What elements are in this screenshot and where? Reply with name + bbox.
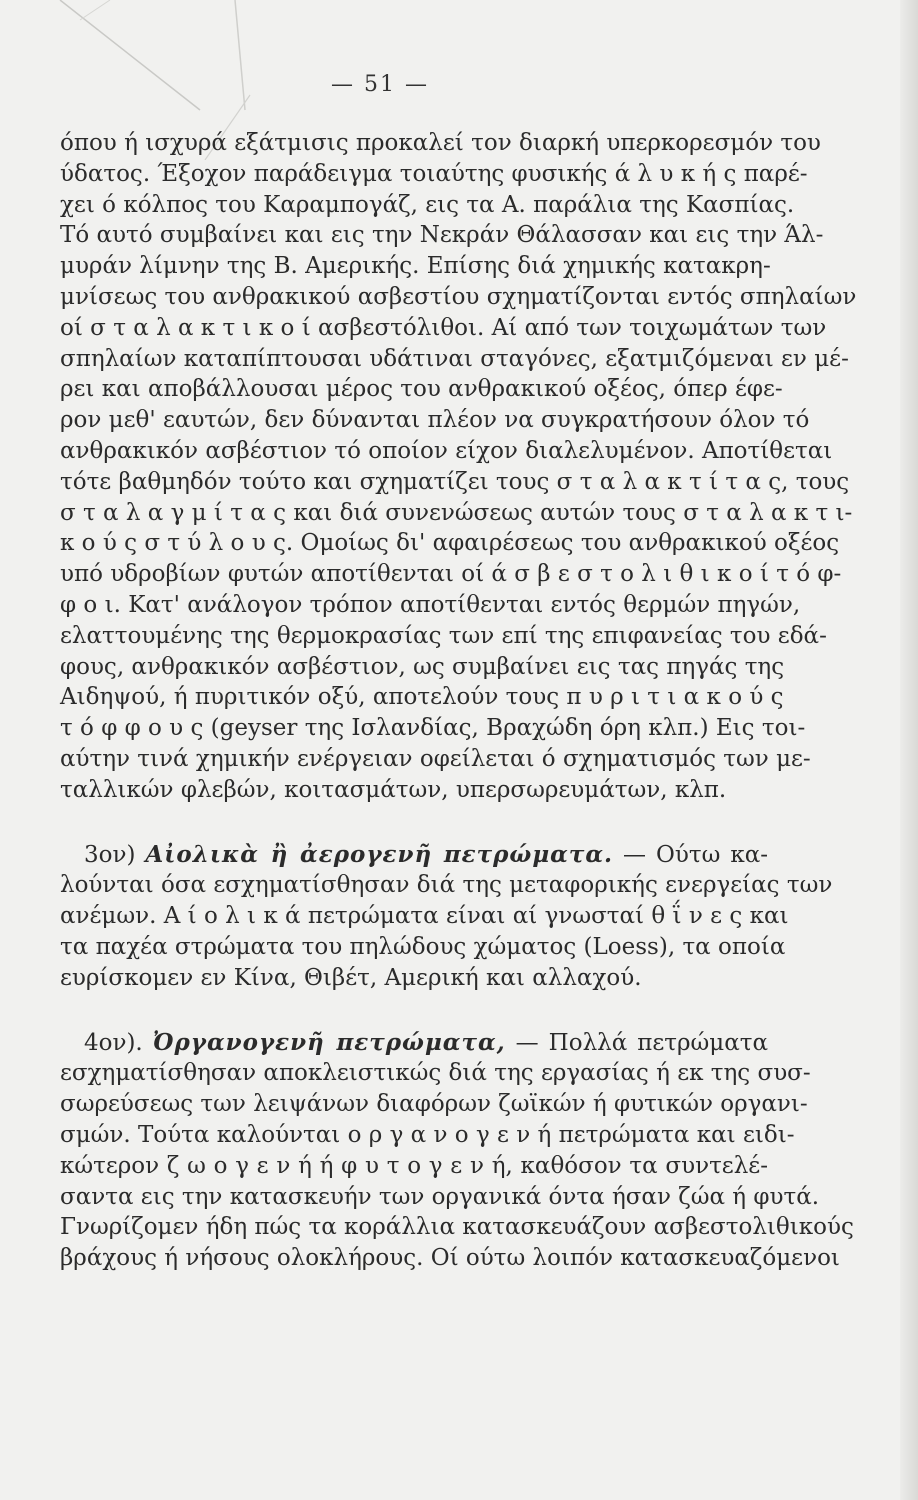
section-number: 4ον). (84, 1029, 143, 1056)
text-line: ευρίσκομεν εν Κίνα, Θιβέτ, Αμερική και αλλαχού. (60, 964, 642, 991)
text-line: κ ο ύ ς σ τ ύ λ ο υ ς. Ομοίως δι' αφαιρέσεως του ανθρακικού οξέος (60, 530, 840, 557)
text-line: τότε βαθμηδόν τούτο και σχηματίζει τους σ τ α λ α κ τ ί τ α ς, τους (60, 468, 850, 495)
body-text (60, 128, 857, 1274)
page-number: — 51 — (331, 72, 429, 97)
text-line: ταλλικών φλεβών, κοιτασμάτων, υπερσωρευμάτων, κλπ. (60, 776, 727, 803)
text-line: εσχηματίσθησαν αποκλειστικώς διά της εργασίας ή εκ της συσ- (60, 1060, 811, 1087)
text-line: σαντα εις την κατασκευήν των οργανικά όντα ήσαν ζώα ή φυτά. (60, 1183, 820, 1210)
text-line: σμών. Τούτα καλούνται ο ρ γ α ν ο γ ε ν ή πετρώματα και ειδι- (60, 1121, 795, 1148)
text-line: λούνται όσα εσχηματίσθησαν διά της μεταφορικής ενεργείας των (60, 872, 833, 899)
heading-continuation: — Ούτω κα- (623, 841, 769, 868)
text-line: ελαττουμένης της θερμοκρασίας των επί της επιφανείας του εδά- (60, 622, 827, 649)
paragraph-spacer (60, 994, 768, 1028)
text-line: φους, ανθρακικόν ασβέστιον, ως συμβαίνει εις τας πηγάς της (60, 653, 785, 680)
paragraph-organogenic-rocks (60, 1028, 854, 1274)
section-heading: Ὀργανογενῆ πετρώματα, (152, 1028, 506, 1056)
text-line: ανθρακικόν ασβέστιον τό οποίον είχον διαλελυμένον. Αποτίθεται (60, 437, 833, 464)
section-number: 3ον) (84, 841, 136, 868)
page-edge-shadow (900, 0, 918, 1500)
text-line: Γνωρίζομεν ήδη πώς τα κοράλλια κατασκευάζουν ασβεστολιθικούς (60, 1214, 854, 1241)
section-heading: Αἰολικὰ ἢ ἀερογενῆ πετρώματα. (145, 840, 614, 868)
text-line: κώτερον ζ ω ο γ ε ν ή ή φ υ τ ο γ ε ν ή, καθόσον τα συντελέ- (60, 1152, 768, 1179)
text-line: όπου ή ισχυρά εξάτμισις προκαλεί τον διαρκή υπερκορεσμόν του (60, 130, 821, 156)
section-heading-line (60, 1028, 768, 1059)
text-line: τα παχέα στρώματα του πηλώδους χώματος (Loess), τα οποία (60, 933, 786, 960)
text-line: οί σ τ α λ α κ τ ι κ ο ί ασβεστόλιθοι. Αί από των τοιχωμάτων των (60, 314, 827, 341)
text-line: Τό αυτό συμβαίνει και εις την Νεκράν Θάλασσαν και εις την Άλ- (60, 222, 824, 249)
text-line: μνίσεως του ανθρακικού ασβεστίου σχηματίζονται εντός σπηλαίων (60, 283, 857, 310)
text-line: υπό υδροβίων φυτών αποτίθενται οί ά σ β ε σ τ ο λ ι θ ι κ ο ί τ ό φ- (60, 561, 842, 588)
text-line: φ ο ι. Κατ' ανάλογον τρόπον αποτίθενται εντός θερμών πηγών, (60, 591, 801, 618)
text-line: ρον μεθ' εαυτών, δεν δύνανται πλέον να συγκρατήσουν όλον τό (60, 407, 810, 434)
text-line: ύδατος. Έξοχον παράδειγμα τοιαύτης φυσικής ά λ υ κ ή ς παρέ- (60, 160, 808, 187)
text-line: Αιδηψού, ή πυριτικόν οξύ, αποτελούν τους π υ ρ ι τ ι α κ ο ύ ς (60, 684, 784, 711)
text-line: ρει και αποβάλλουσαι μέρος του ανθρακικού οξέος, όπερ έφε- (60, 376, 783, 403)
text-line: σωρεύσεως των λειψάνων διαφόρων ζωϊκών ή φυτικών οργανι- (60, 1091, 808, 1118)
heading-continuation: — Πολλά πετρώματα (515, 1029, 769, 1056)
text-line: ανέμων. Α ί ο λ ι κ ά πετρώματα είναι αί γνωσταί θ ΐ ν ε ς και (60, 903, 789, 930)
paragraph-spacer (60, 806, 768, 840)
text-line: τ ό φ φ ο υ ς (geyser της Ισλανδίας, Βραχώδη όρη κλπ.) Εις τοι- (60, 715, 806, 742)
paragraph-aeolian-rocks (60, 840, 833, 994)
text-line: μυράν λίμνην της Β. Αμερικής. Επίσης διά χημικής κατακρη- (60, 253, 771, 280)
section-heading-line (60, 840, 768, 871)
text-line: χει ό κόλπος του Καραμπογάζ, εις τα Α. παράλια της Κασπίας. (60, 191, 795, 218)
text-line: σ τ α λ α γ μ ί τ α ς και διά συνενώσεως αυτών τους σ τ α λ α κ τ ι- (60, 499, 853, 526)
text-line: σπηλαίων καταπίπτουσαι υδάτιναι σταγόνες, εξατμιζόμεναι εν μέ- (60, 345, 849, 372)
paragraph-chemical-rocks (60, 128, 857, 806)
text-line: βράχους ή νήσους ολοκλήρους. Οί ούτω λοιπόν κατασκευαζόμενοι (60, 1245, 840, 1272)
text-line: αύτην τινά χημικήν ενέργειαν οφείλεται ό σχηματισμός των με- (60, 745, 811, 772)
